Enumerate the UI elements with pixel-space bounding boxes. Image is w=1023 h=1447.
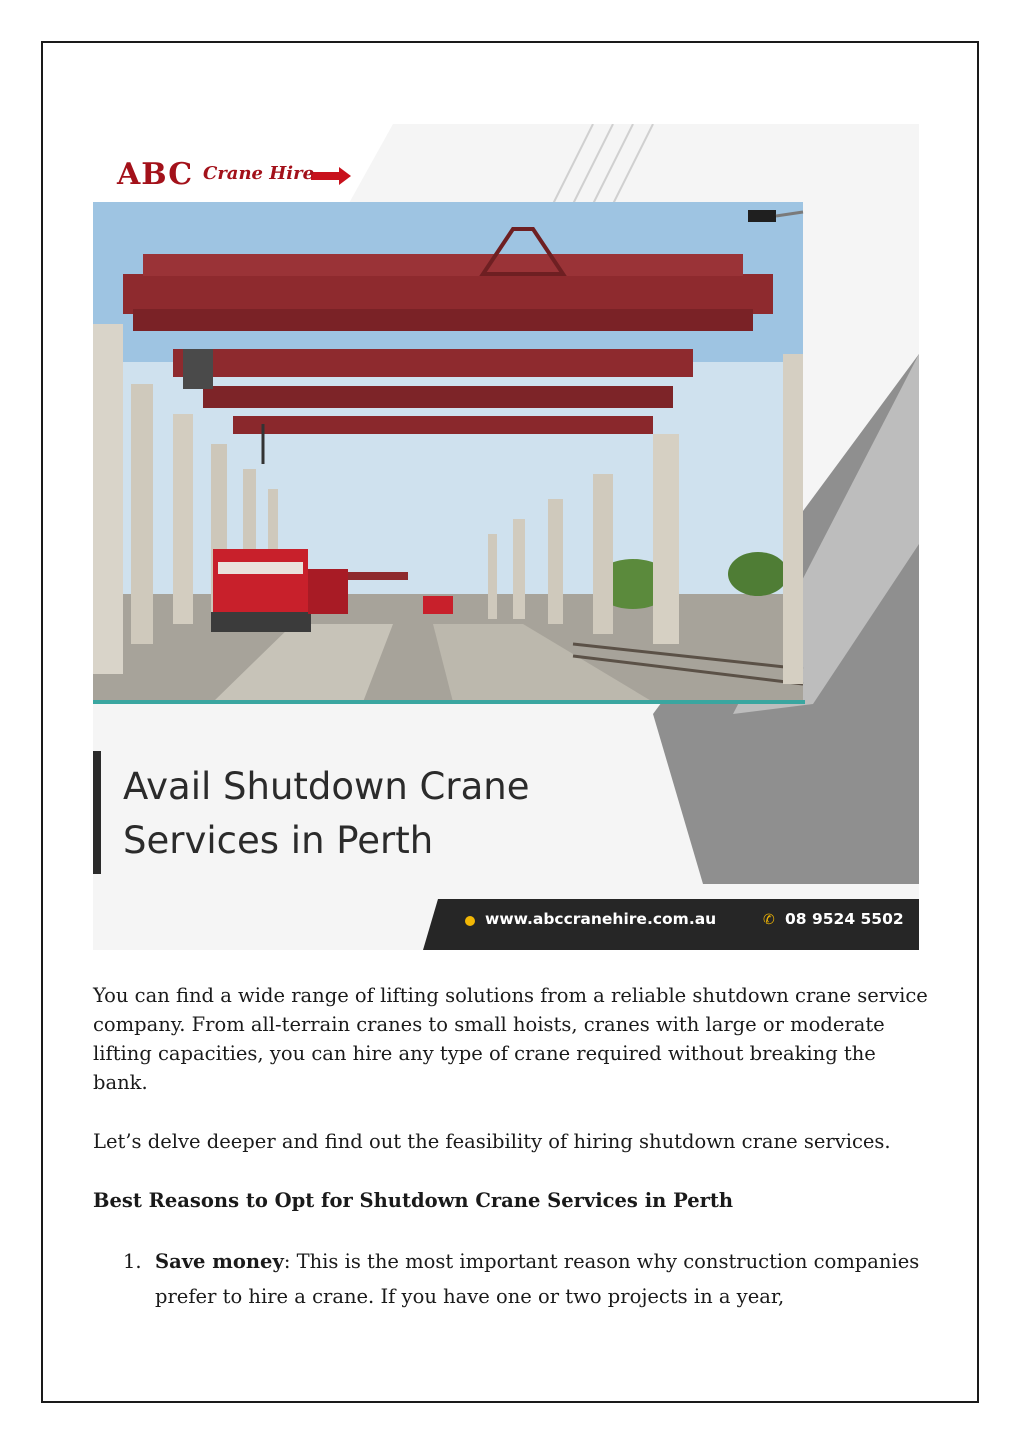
phone-number[interactable]: 08 9524 5502 xyxy=(785,910,904,928)
list-number: 1. xyxy=(123,1250,142,1273)
logo-brand: ABC xyxy=(117,157,194,192)
list-item-title: Save money xyxy=(155,1250,284,1273)
contact-bar xyxy=(438,899,919,950)
list-body xyxy=(155,1244,935,1314)
crane-photo xyxy=(93,202,805,704)
phone-icon: ✆ xyxy=(763,912,775,928)
banner-artwork xyxy=(93,124,919,950)
reasons-heading: Best Reasons to Opt for Shutdown Crane Services in Perth xyxy=(93,1189,734,1212)
intro-paragraph: You can find a wide range of lifting solutions from a reliable shutdown crane service company. From all-terrain cranes to small hoists, cranes with large or moderate lifting capacities, you can hire any type of crane required without breaking the bank. xyxy=(93,984,928,1094)
list-item-text: : This is the most important reason why construction companies prefer to hire a crane. If you have one or two projects in a year, xyxy=(155,1250,920,1308)
promo-banner xyxy=(93,124,919,950)
website-link[interactable]: www.abccranehire.com.au xyxy=(485,910,717,928)
feasibility-paragraph: Let’s delve deeper and find out the feasibility of hiring shutdown crane services. xyxy=(93,1130,891,1153)
logo-tagline: Crane Hire xyxy=(203,163,315,184)
headline-accent-bar xyxy=(93,751,101,874)
headline-line-2: Services in Perth xyxy=(123,819,434,862)
headline-line-1: Avail Shutdown Crane xyxy=(123,765,530,808)
